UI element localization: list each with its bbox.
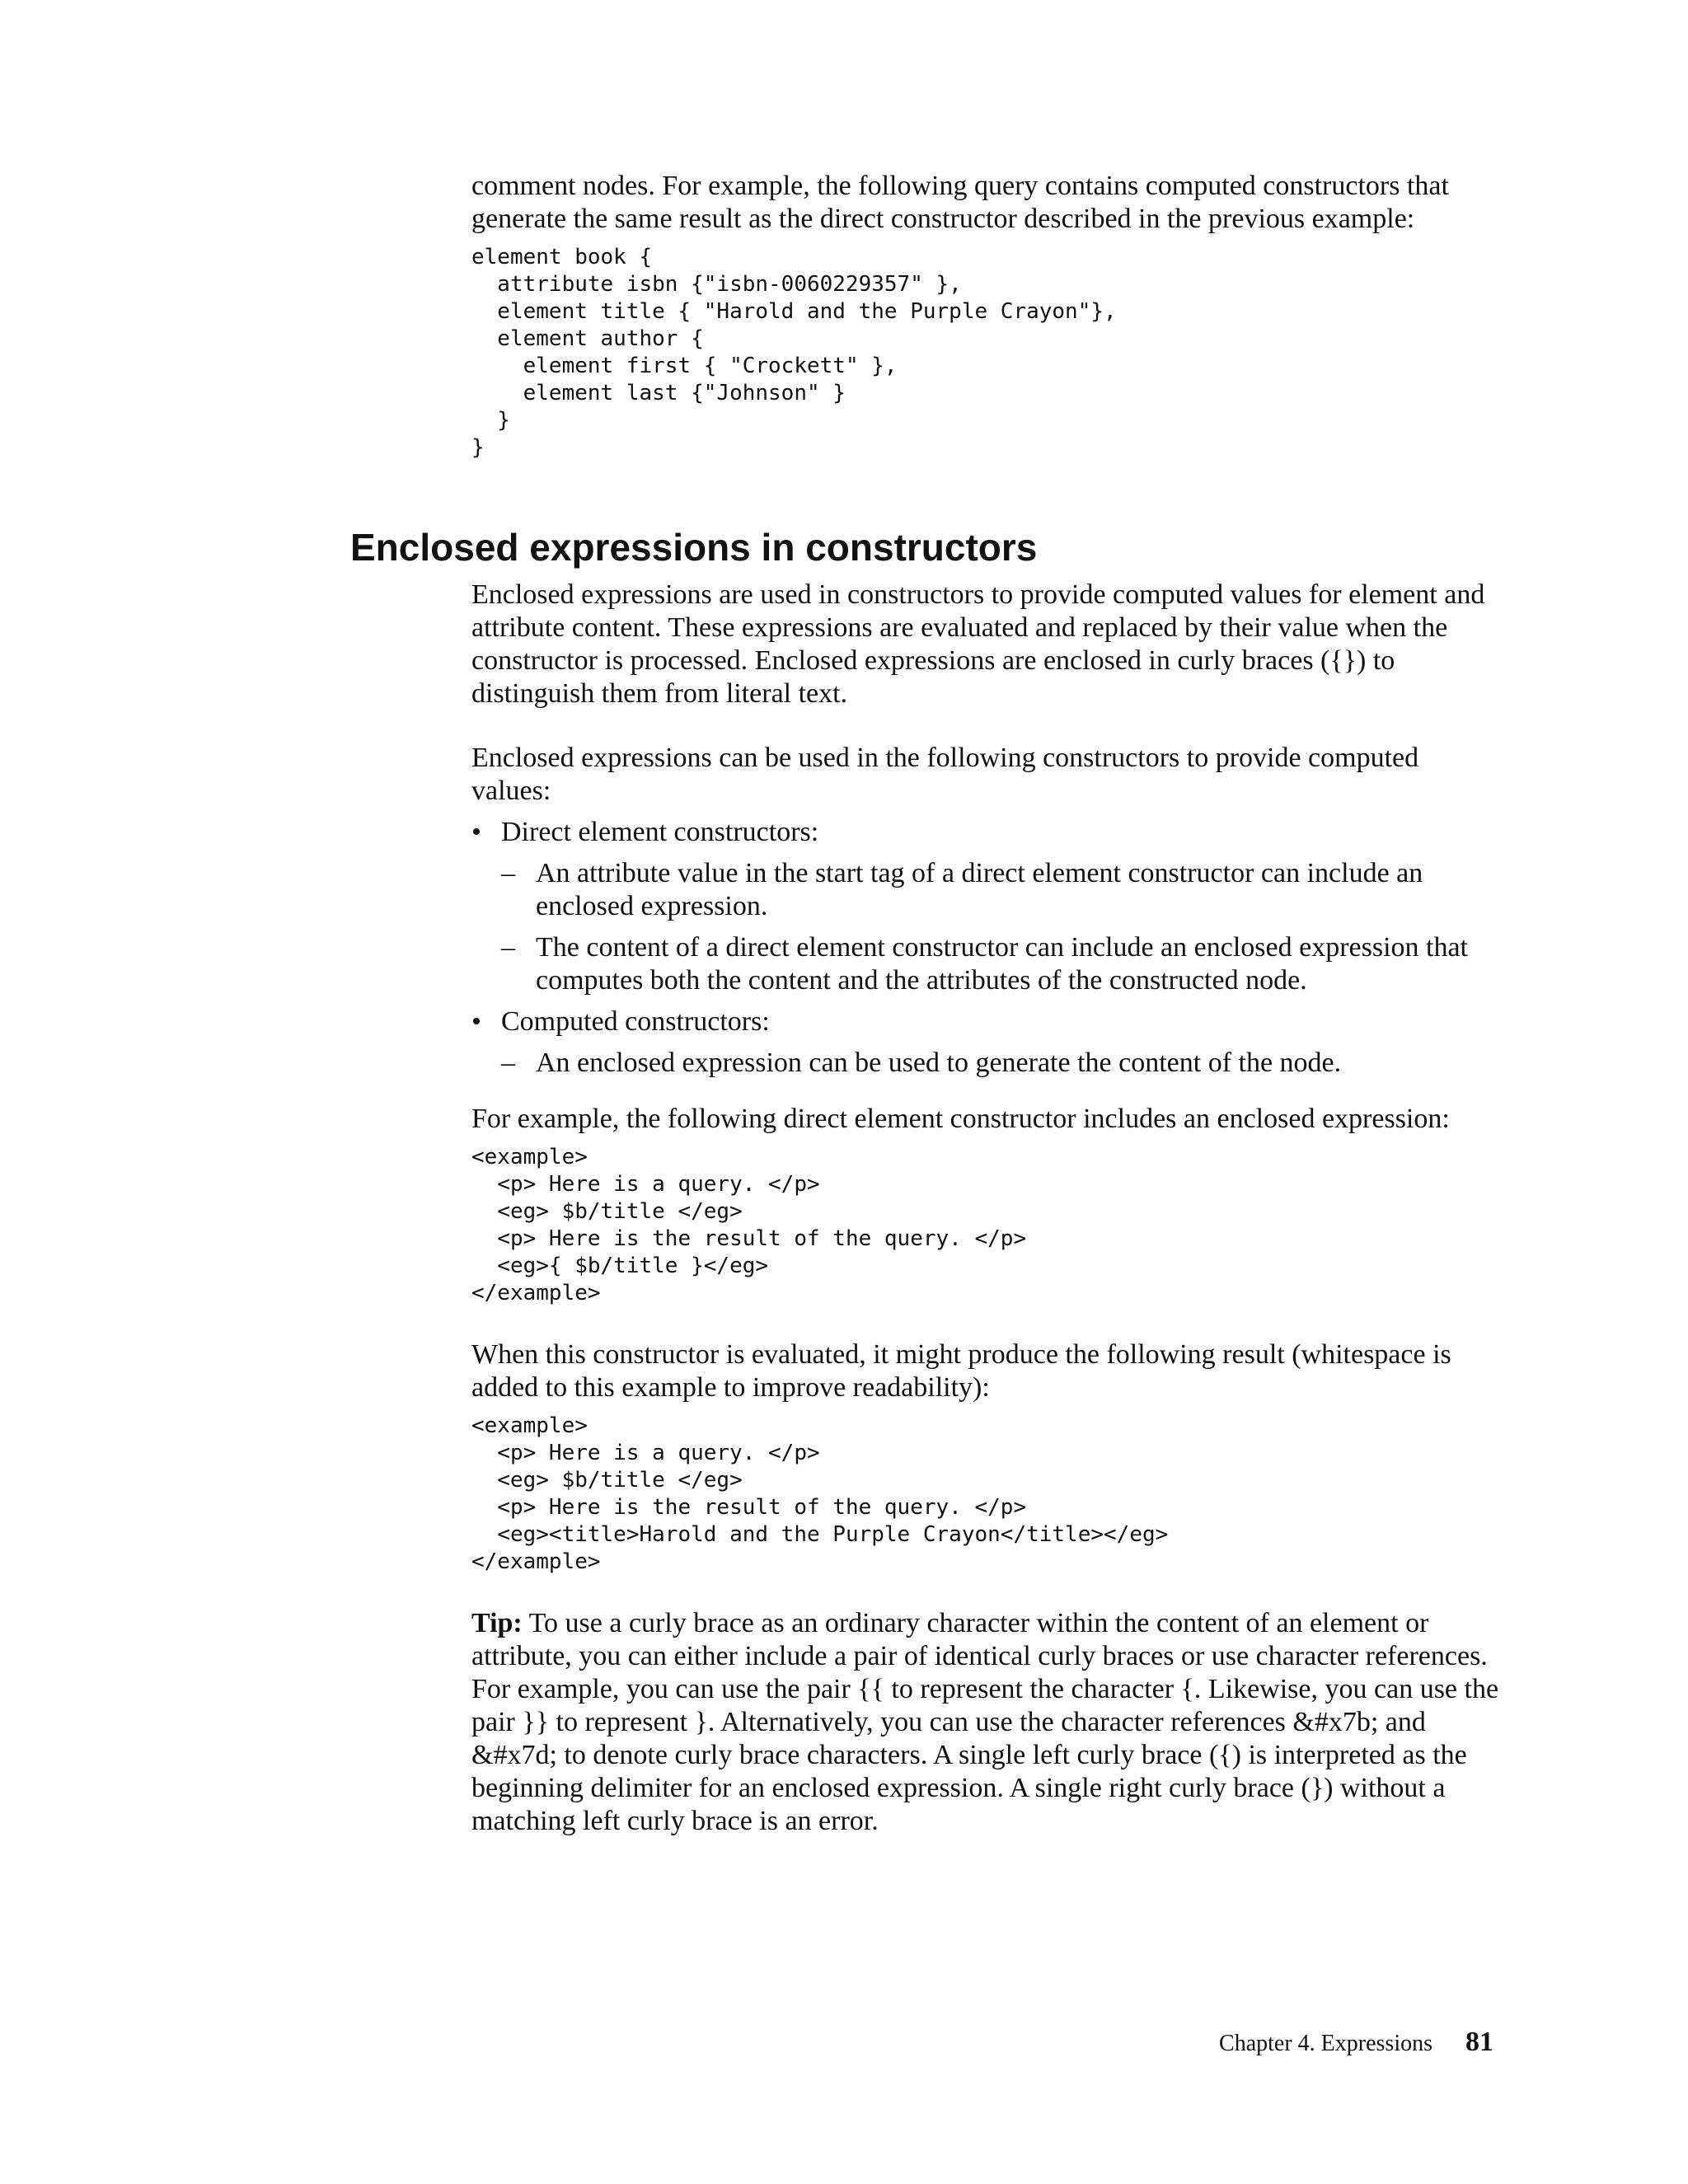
tip-paragraph [471, 1607, 1502, 1838]
list-item-label: Computed constructors: [501, 1006, 770, 1037]
sub-list-item-text: An enclosed expression can be used to generate the content of the node. [536, 1047, 1342, 1078]
section-body [471, 579, 1502, 1838]
bullet-mark: • [471, 1006, 481, 1037]
section-paragraph-3: For example, the following direct element constructor includes an enclosed expression: [471, 1104, 1450, 1134]
footer-chapter-title: Chapter 4. Expressions [1219, 2031, 1432, 2056]
dash-mark: – [501, 932, 515, 963]
section-paragraph-2: Enclosed expressions can be used in the following constructors to provide computed values: [471, 743, 1419, 806]
sub-list-item [471, 857, 1502, 923]
bullet-mark: • [471, 817, 481, 847]
list-item-direct-constructors [471, 816, 1502, 997]
computed-constructors-sublist [501, 1047, 1502, 1080]
sub-list-item-text: The content of a direct element constructor can include an enclosed expression that computes both the content and the attributes of the constructed node. [536, 932, 1468, 996]
page-footer [1219, 2026, 1493, 2060]
section-paragraph-1: Enclosed expressions are used in constructors to provide computed values for element and attribute content. These expressions are evaluated and replaced by their value when the constructor is processed. Enclosed expressions are enclosed in curly braces ({}) to distinguish them from literal text. [471, 579, 1485, 709]
section-heading: Enclosed expressions in constructors [350, 526, 1038, 569]
intro-block [471, 170, 1502, 462]
evaluated-result-code: <example> <p> Here is a query. </p> <eg> $b/title </eg> <p> Here is the result of the query. </p> <eg><title>Harold and the Purple Crayon</title></eg> </example> [471, 1413, 1169, 1574]
list-item-label: Direct element constructors: [501, 817, 819, 847]
direct-constructor-code: <example> <p> Here is a query. </p> <eg> $b/title </eg> <p> Here is the result of the query. </p> <eg>{ $b/title }</eg> </example> [471, 1145, 1027, 1305]
sub-list-item-text: An attribute value in the start tag of a direct element constructor can include an enclosed expression. [536, 858, 1423, 921]
dash-mark: – [501, 858, 515, 888]
tip-label: Tip: [471, 1608, 523, 1638]
computed-constructor-code: element book { attribute isbn {"isbn-0060229357" }, element title { "Harold and the Purple Crayon"}, element author { element first { "Crockett" }, element last {"Johnson" } } } [471, 245, 1117, 460]
direct-constructors-sublist [501, 857, 1502, 997]
intro-paragraph: comment nodes. For example, the following query contains computed constructors that generate the same result as the direct constructor described in the previous example: [471, 171, 1449, 234]
page-number: 81 [1465, 2027, 1493, 2057]
sub-list-item [471, 1047, 1502, 1080]
tip-text: To use a curly brace as an ordinary character within the content of an element or attribute, you can either include a pair of identical curly braces or use character references. For example, you can use the pair {{ to represent the character {. Likewise, you can use the pair }} to represent }. Alternatively, you can use the character references &#x7b; and &#x7d; to denote curly brace characters. A single left curly brace ({) is interpreted as the beginning delimiter for an enclosed expression. A single right curly brace (}) without a matching left curly brace is an error. [471, 1608, 1499, 1836]
sub-list-item [471, 931, 1502, 997]
dash-mark: – [501, 1047, 515, 1078]
section-paragraph-4: When this constructor is evaluated, it might produce the following result (whitespace is added to this example to improve readability): [471, 1339, 1451, 1403]
constructor-list [471, 816, 1502, 1080]
list-item-computed-constructors [471, 1005, 1502, 1080]
